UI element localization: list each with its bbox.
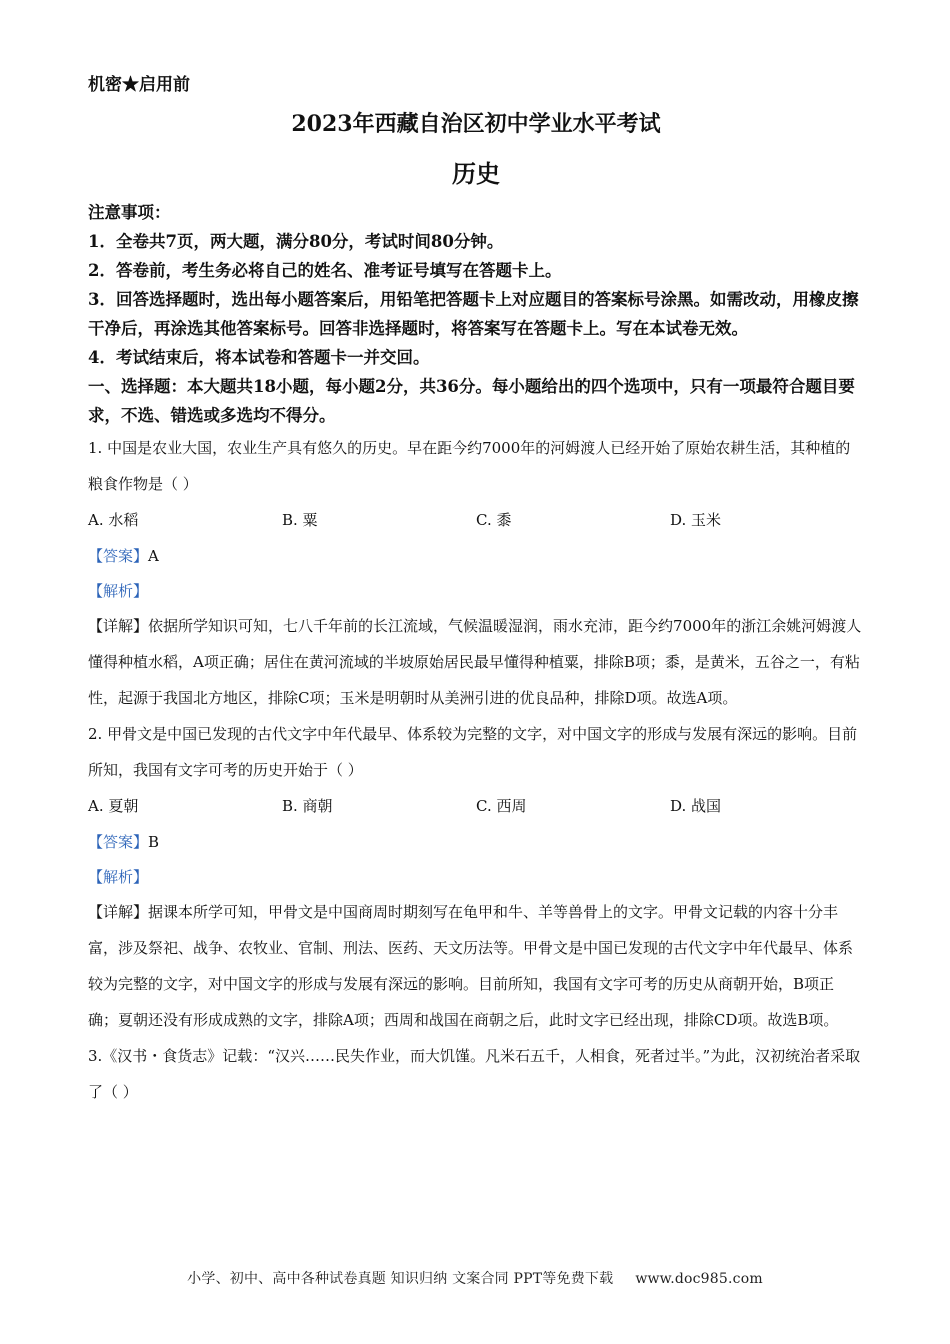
- detail-text: 依据所学知识可知，七八千年前的长江流域，气候温暖湿润，雨水充沛，距今约7000年的浙江余姚河姆渡人懂得种植水稻，A项正确；居住在黄河流域的半坡原始居民最早懂得种植粟，排除B项；黍，是黄米，五谷之一，有粘性，起源于我国北方地区，排除C项；玉米是明朝时从美洲引进的优良品种，排除D项。故选A项。: [88, 617, 862, 707]
- answer-value: B: [148, 833, 160, 851]
- answer-line: [88, 824, 864, 859]
- exam-title: 2023年西藏自治区初中学业水平考试: [291, 111, 661, 137]
- option: A. 夏朝: [88, 797, 139, 815]
- subject-title: 历史: [452, 159, 500, 188]
- option: B. 商朝: [282, 797, 333, 815]
- page-footer: [0, 1268, 950, 1288]
- notice-item: 2．答卷前，考生务必将自己的姓名、准考证号填写在答题卡上。: [88, 261, 562, 280]
- question-stem: 1. 中国是农业大国，农业生产具有悠久的历史。早在距今约7000年的河姆渡人已经开始了原始农耕生活，其种植的粮食作物是（ ）: [88, 439, 851, 493]
- option: C. 黍: [476, 511, 512, 529]
- detail-tag: 【详解】: [88, 903, 149, 921]
- option: D. 玉米: [670, 511, 722, 529]
- detail-paragraph: [88, 894, 864, 1038]
- notice-item: 3．回答选择题时，选出每小题答案后，用铅笔把答题卡上对应题目的答案标号涂黑。如需改动，用橡皮擦干净后，再涂选其他答案标号。回答非选择题时，将答案写在答题卡上。写在本试卷无效。: [88, 290, 859, 338]
- question-stem: 3.《汉书・食货志》记载：“汉兴……民失作业，而大饥馑。凡米石五千，人相食，死者过半。”为此，汉初统治者采取了（ ）: [88, 1047, 861, 1101]
- section-heading: 一、选择题：本大题共18小题，每小题2分，共36分。每小题给出的四个选项中，只有一项最符合题目要求，不选、错选或多选均不得分。: [88, 377, 855, 425]
- answer-tag: 【答案】: [88, 833, 149, 851]
- notice-item: 1．全卷共7页，两大题，满分80分，考试时间80分钟。: [88, 232, 504, 251]
- detail-text: 据课本所学可知，甲骨文是中国商周时期刻写在龟甲和牛、羊等兽骨上的文字。甲骨文记载的内容十分丰富，涉及祭祀、战争、农牧业、官制、刑法、医药、天文历法等。甲骨文是中国已发现的古代文字中年代最早、体系较为完整的文字，对中国文字的形成与发展有深远的影响。目前所知，我国有文字可考的历史从商朝开始，B项正确；夏朝还没有形成成熟的文字，排除A项；西周和战国在商朝之后，此时文字已经出现，排除CD项。故选B项。: [88, 903, 854, 1029]
- question-options: [88, 788, 864, 824]
- analysis-tag: 【解析】: [88, 868, 149, 886]
- analysis-line: [88, 573, 864, 608]
- analysis-line: [88, 859, 864, 894]
- footer-site[interactable]: www.doc985.com: [635, 1271, 763, 1287]
- option: B. 粟: [282, 511, 318, 529]
- option: A. 水稻: [88, 511, 139, 529]
- question-options: [88, 502, 864, 538]
- option: D. 战国: [670, 797, 722, 815]
- option: C. 西周: [476, 797, 527, 815]
- answer-value: A: [148, 547, 159, 565]
- question-stem: 2. 甲骨文是中国已发现的古代文字中年代最早、体系较为完整的文字，对中国文字的形成与发展有深远的影响。目前所知，我国有文字可考的历史开始于（ ）: [88, 725, 858, 779]
- answer-line: [88, 538, 864, 573]
- footer-text: 小学、初中、高中各种试卷真题 知识归纳 文案合同 PPT等免费下载: [187, 1271, 614, 1287]
- detail-paragraph: [88, 608, 864, 716]
- detail-tag: 【详解】: [88, 617, 149, 635]
- confidential-label: 机密★启用前: [88, 75, 190, 95]
- notice-heading: 注意事项：: [88, 203, 171, 222]
- analysis-tag: 【解析】: [88, 582, 149, 600]
- exam-page: [88, 70, 864, 1110]
- notice-item: 4．考试结束后，将本试卷和答题卡一并交回。: [88, 348, 430, 367]
- answer-tag: 【答案】: [88, 547, 149, 565]
